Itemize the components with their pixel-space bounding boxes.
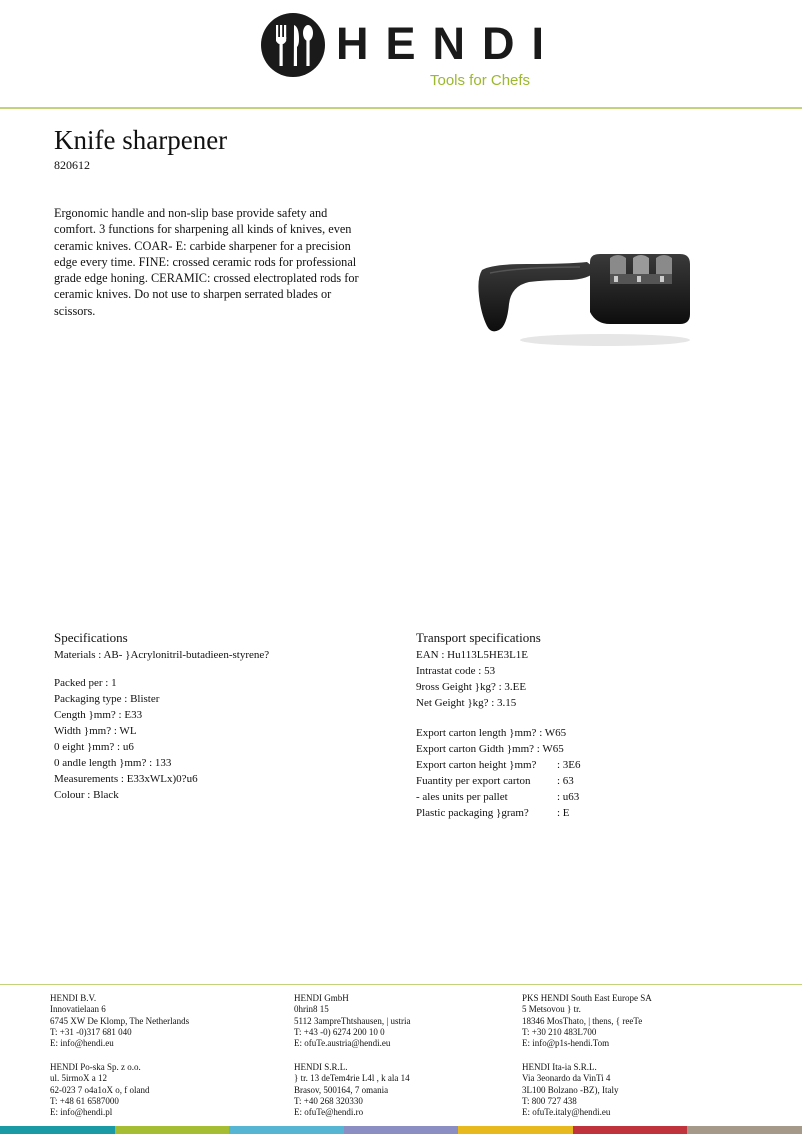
transport-row-label: Fuantity per export carton	[416, 775, 531, 787]
stripe-segment	[687, 1126, 802, 1134]
address-line: Innovatielaan 6	[50, 1004, 106, 1015]
address-line: HENDI Po-ska Sp. z o.o.	[50, 1062, 141, 1072]
knife-sharpener-image	[470, 240, 700, 350]
transport-gross-weight: 9ross Geight }kg? : 3.EE	[416, 681, 527, 693]
address-block-austria	[294, 993, 410, 1049]
address-line: HENDI B.V.	[50, 993, 97, 1003]
address-line: T: +31 -0)317 681 040	[50, 1026, 132, 1037]
brand-name: HENDI	[336, 18, 562, 69]
transport-row-value: : 63	[557, 775, 574, 787]
address-line: 62-023 7 o4a1oX o, f oland	[50, 1084, 150, 1095]
transport-row	[416, 741, 566, 757]
address-line: E: ofuTe@hendi.ro	[294, 1107, 364, 1118]
address-line: T: +40 268 320330	[294, 1095, 363, 1106]
address-block-poland	[50, 1062, 149, 1118]
spec-packed-per: Packed per : 1	[54, 677, 117, 689]
spec-length: Cength }mm? : E33	[54, 709, 143, 721]
spec-measurements: Measurements : E33xWLx)0?u6	[54, 773, 198, 785]
transport-net-weight: Net Geight }kg? : 3.15	[416, 697, 517, 709]
specifications-heading: Specifications	[54, 630, 128, 645]
address-line: E: info@hendi.pl	[50, 1107, 113, 1118]
product-code: 820612	[54, 158, 90, 172]
stripe-segment	[0, 1126, 115, 1134]
address-line: 5 Metsovou } tr.	[522, 1004, 581, 1015]
transport-row-value: : u63	[557, 791, 580, 803]
address-line: ul. 5irmoX a 12	[50, 1073, 107, 1084]
address-line: 0hrin8 15	[294, 1004, 329, 1015]
stripe-segment	[458, 1126, 573, 1134]
stripe-segment	[573, 1126, 688, 1134]
transport-row-label: Plastic packaging }gram?	[416, 807, 529, 819]
brand-tagline: Tools for Chefs	[430, 72, 531, 89]
hendi-logo-icon	[261, 13, 325, 77]
address-line: 6745 XW De Klomp, The Netherlands	[50, 1015, 190, 1026]
transport-row	[416, 805, 570, 821]
address-line: PKS HENDI South East Europe SA	[522, 993, 652, 1003]
address-line: 5112 3ampreThtshausen, | ustria	[294, 1015, 411, 1026]
stripe-segment	[229, 1126, 344, 1134]
address-line: T: +48 61 6587000	[50, 1095, 119, 1106]
spec-handle-length: 0 andle length }mm? : 133	[54, 757, 172, 769]
transport-ean: EAN : Hu113L5HE3L1E	[416, 649, 529, 661]
header-divider	[0, 107, 802, 109]
spec-packaging-type: Packaging type : Blister	[54, 693, 160, 705]
footer-divider	[0, 984, 802, 985]
product-title: Knife sharpener	[54, 125, 228, 155]
spec-colour: Colour : Black	[54, 789, 119, 801]
address-line: T: +43 -0) 6274 200 10 0	[294, 1026, 385, 1037]
address-line: E: ofuTe.italy@hendi.eu	[522, 1107, 611, 1118]
header	[0, 0, 802, 108]
address-line: HENDI S.R.L.	[294, 1062, 348, 1072]
address-block-romania	[294, 1062, 410, 1118]
address-block-italy	[522, 1062, 618, 1118]
transport-row-value: : 3E6	[557, 759, 581, 771]
address-line: E: ofuTe.austria@hendi.eu	[294, 1038, 391, 1049]
address-block-netherlands	[50, 993, 189, 1049]
address-line: HENDI GmbH	[294, 993, 349, 1003]
transport-row	[416, 789, 580, 805]
spec-width: Width }mm? : WL	[54, 725, 137, 737]
address-line: HENDI Ita-ia S.R.L.	[522, 1062, 597, 1072]
product-description: Ergonomic handle and non-slip base provide safety and comfort. 3 functions for sharpening all kinds of knives, even ceramic knives. COAR- E: carbide sharpener for a precision edge every time. FINE: crossed ceramic rods for professional grade edge honing. CERAMIC: crossed electroplated rods for ceramic knives. Do not use to sharpen serrated blades or scissors.	[54, 206, 359, 318]
address-line: 18346 MosThato, | thens, { reeTe	[522, 1015, 643, 1026]
address-line: T: 800 727 438	[522, 1095, 577, 1106]
address-line: E: info@hendi.eu	[50, 1038, 114, 1049]
stripe-segment	[115, 1126, 230, 1134]
transport-row-label: Export carton length }mm? : W65	[416, 727, 567, 739]
transport-row-label: Export carton Gidth }mm? : W65	[416, 743, 564, 755]
address-block-greece	[522, 993, 652, 1049]
address-line: } tr. 13 deTem4rie L4l , k ala 14	[294, 1073, 410, 1084]
specifications	[54, 630, 269, 803]
transport-specifications	[416, 630, 581, 821]
address-line: Via 3eonardo da VinTi 4	[522, 1073, 611, 1084]
transport-row	[416, 757, 581, 773]
transport-heading: Transport specifications	[416, 630, 541, 645]
stripe-segment	[344, 1126, 459, 1134]
transport-intrastat: Intrastat code : 53	[416, 665, 496, 677]
transport-row-value: : E	[557, 807, 570, 819]
address-line: Brasov, 500164, 7 omania	[294, 1084, 389, 1095]
transport-row	[416, 773, 574, 789]
address-line: T: +30 210 483L700	[522, 1026, 597, 1037]
transport-row-label: - ales units per pallet	[416, 791, 508, 803]
color-stripe	[0, 1126, 802, 1134]
transport-row-label: Export carton height }mm?	[416, 759, 537, 771]
transport-row	[416, 725, 566, 741]
spec-materials: Materials : AB- }Acrylonitril-butadieen-styrene?	[54, 649, 270, 661]
address-line: E: info@p1s-hendi.Tom	[522, 1038, 610, 1049]
spec-height: 0 eight }mm? : u6	[54, 741, 134, 753]
address-line: 3L100 Bolzano -BZ), Italy	[522, 1084, 619, 1095]
